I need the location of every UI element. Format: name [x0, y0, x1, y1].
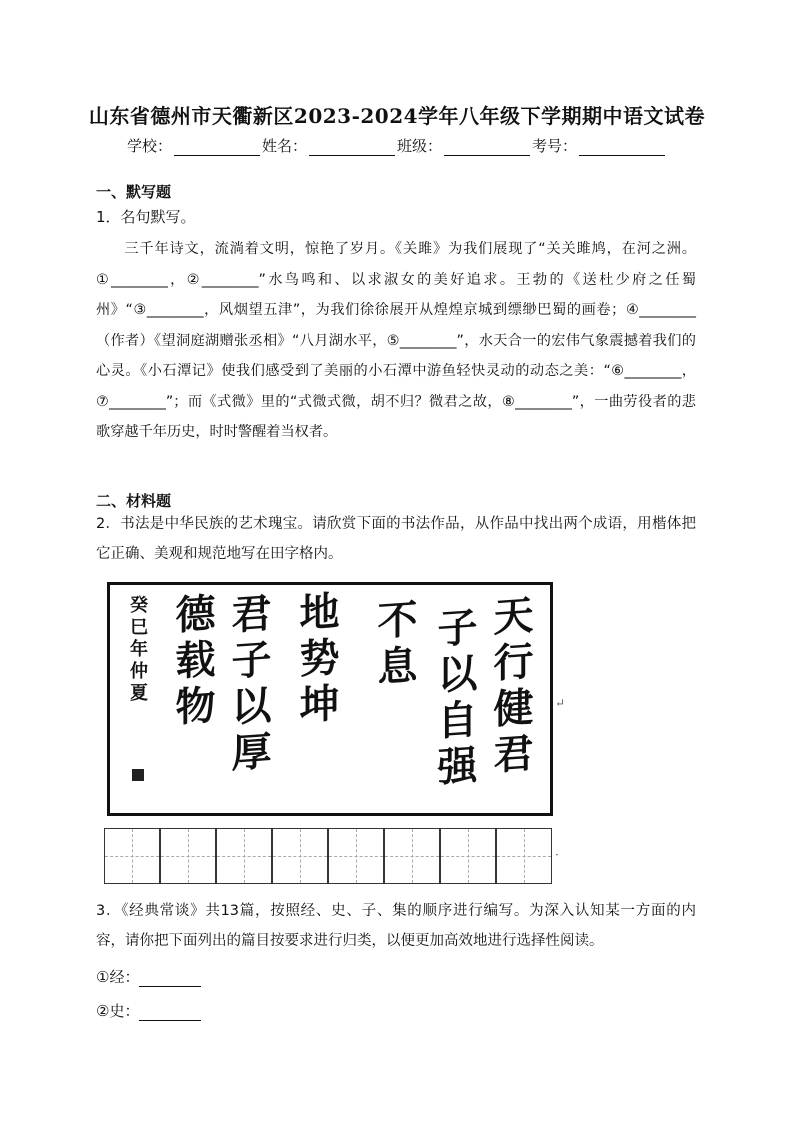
tianzige-grid [104, 828, 552, 884]
calligraphy-column-3: 不息 [371, 597, 418, 693]
calligraphy-column-1: 天行健君 [487, 593, 534, 781]
question-1-title: 1．名句默写。 [96, 208, 196, 226]
calligraphy-seal [132, 769, 144, 781]
school-label: 学校： [126, 137, 172, 155]
class-blank[interactable] [444, 141, 530, 156]
grid-cell[interactable] [216, 828, 272, 884]
item-1-blank[interactable] [139, 972, 201, 987]
calligraphy-artwork [107, 582, 553, 816]
question-2-text: 2．书法是中华民族的艺术瑰宝。请欣赏下面的书法作品，从作品中找出两个成语，用楷体把它正确、美观和规范地写在田字格内。 [96, 516, 696, 562]
class-label: 班级： [397, 137, 443, 155]
grid-cell[interactable] [272, 828, 328, 884]
question-1-passage: 三千年诗文，流淌着文明，惊艳了岁月。《关雎》为我们展现了“关关雎鸠，在河之洲。①________，②________”水鸟鸣和、以求淑女的美好追求。王勃的《送杜少府之任蜀州》“③________，风烟望五津”，为我们徐徐展开从煌煌京城到缥缈巴蜀的画卷；④________（作者）《望洞庭湖赠张丞相》“八月湖水平，⑤________”，水天合一的宏伟气象震撼着我们的心灵。《小石潭记》使我们感受到了美丽的小石潭中游鱼轻快灵动的动态之美：“⑥________，⑦________”；而《式微》里的“式微式微，胡不归？微君之故，⑧________”，一曲劳役者的悲歌穿越千年历史，时时警醒着当权者。 [96, 241, 696, 440]
answer-line-1 [96, 966, 201, 987]
grid-cell[interactable] [160, 828, 216, 884]
school-blank[interactable] [174, 141, 260, 156]
item-2-blank[interactable] [139, 1006, 201, 1021]
grid-cell[interactable] [104, 828, 160, 884]
page-title: 山东省德州市天衢新区2023-2024学年八年级下学期期中语文试卷 [88, 104, 706, 128]
student-info-line [0, 135, 794, 156]
grid-cell[interactable] [496, 828, 552, 884]
calligraphy-column-2: 子以自强 [431, 605, 478, 793]
id-label: 考号： [532, 137, 578, 155]
calligraphy-column-4: 地势坤 [293, 589, 340, 731]
section-heading-1: 一、默写题 [96, 183, 172, 201]
calligraphy-column-6: 德载物 [169, 591, 216, 733]
calligraphy-signature: 癸巳年仲夏 [127, 595, 148, 705]
anchor-mark-icon: · [555, 848, 559, 862]
grid-cell[interactable] [384, 828, 440, 884]
grid-cell[interactable] [440, 828, 496, 884]
answer-line-2 [96, 1000, 201, 1021]
anchor-mark-icon: ↵ [555, 696, 566, 710]
section-heading-2: 二、材料题 [96, 492, 172, 510]
item-1-label: ①经： [96, 968, 140, 986]
question-3-text: 3．《经典常谈》共13篇，按照经、史、子、集的顺序进行编写。为深入认知某一方面的内容，请你把下面列出的篇目按要求进行归类，以便更加高效地进行选择性阅读。 [96, 903, 696, 949]
grid-cell[interactable] [328, 828, 384, 884]
name-blank[interactable] [309, 141, 395, 156]
item-2-label: ②史： [96, 1002, 140, 1020]
id-blank[interactable] [579, 141, 665, 156]
name-label: 姓名： [261, 137, 307, 155]
calligraphy-column-5: 君子以厚 [225, 591, 272, 779]
